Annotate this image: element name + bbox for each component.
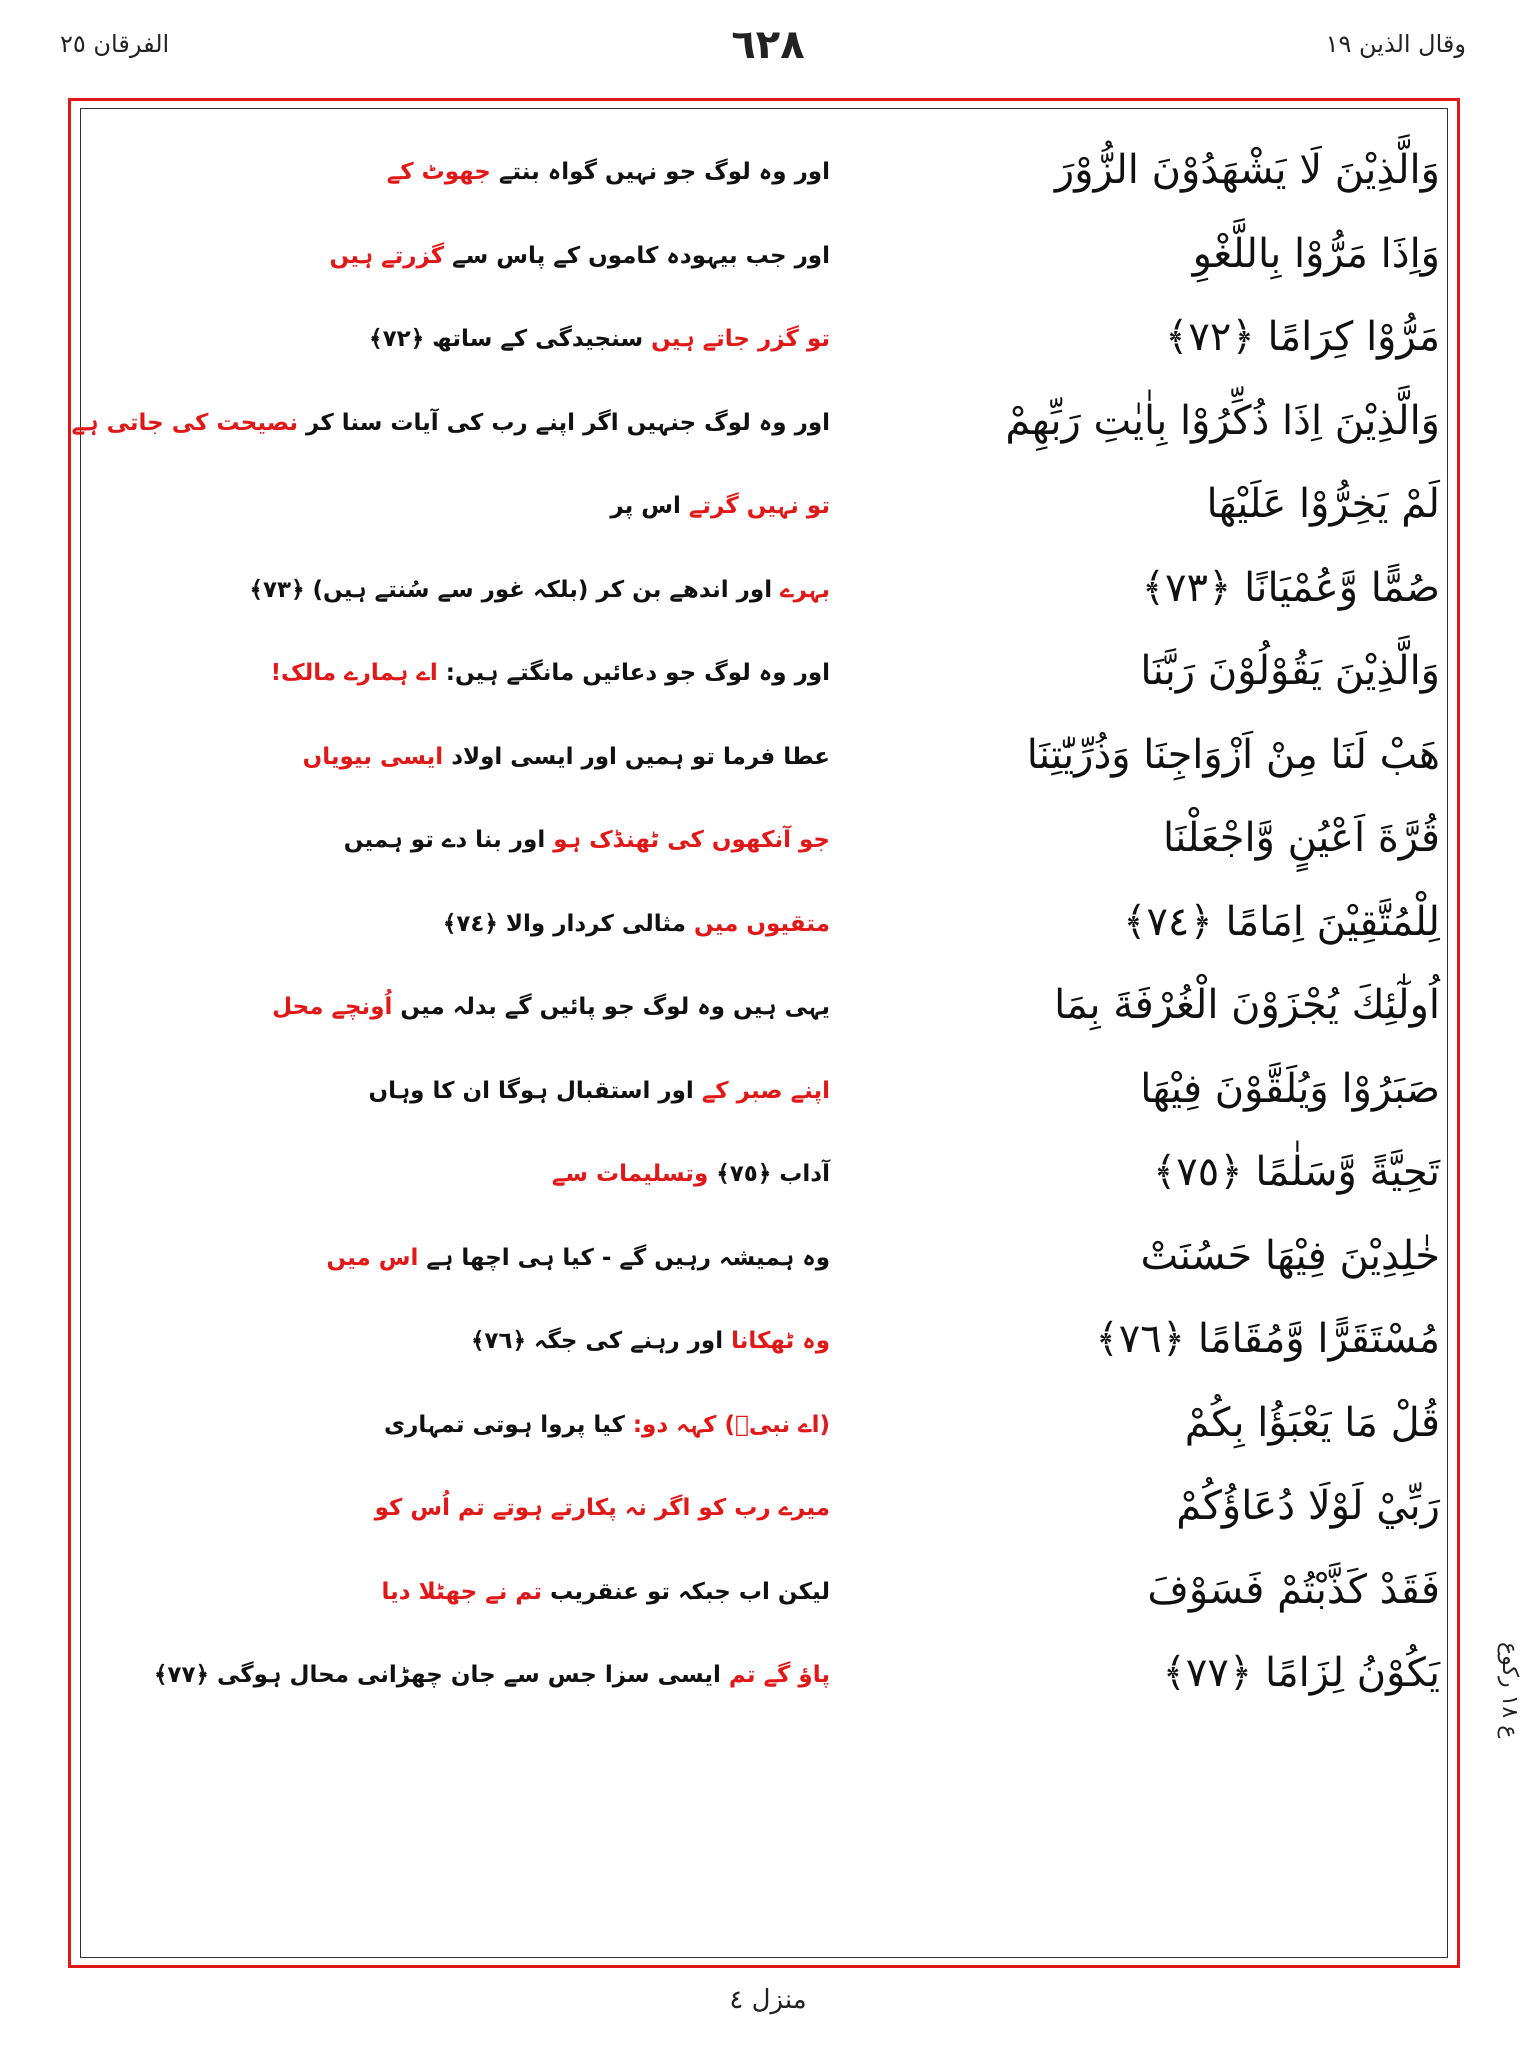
urdu-highlight: تو نہیں گرتے [688,493,830,519]
verse-row [100,1059,1440,1143]
arabic-text: رَبِّيْ لَوْلَا دُعَاؤُكُمْ [1176,1483,1440,1529]
arabic-text: وَاِذَا مَرُّوْا بِاللَّغْوِ [1192,230,1440,277]
arabic-text: قُرَّةَ اَعْيُنٍ وَّاجْعَلْنَا [1162,815,1440,861]
page-number: ٦٢٨ [731,22,805,68]
urdu-highlight: جو آنکھوں کی ٹھنڈک ہو [553,827,830,853]
verse-row [100,1142,1440,1226]
urdu-text: یہی ہیں وہ لوگ جو پائیں گے بدلہ میں [400,994,830,1020]
urdu-text: اور رہنے کی جگہ ﴿٧٦﴾ [470,1328,724,1354]
urdu-translation [153,1653,830,1697]
arabic-text: تَحِيَّةً وَّسَلٰمًا ﴿٧٥﴾ [1152,1149,1440,1195]
urdu-text: اور بنا دے تو ہمیں [343,827,546,853]
verse-row [100,892,1440,976]
urdu-translation [210,1570,830,1614]
arabic-text: مَرُّوْا كِرَامًا ﴿٧٢﴾ [1164,314,1440,360]
urdu-text: سنجیدگی کے ساتھ ﴿٧٢﴾ [369,326,644,352]
urdu-highlight: اُونچے محل [272,994,393,1020]
urdu-text: کیا پروا ہوتی تمہاری [384,1411,625,1438]
arabic-text: صَبَرُوْا وَيُلَقَّوْنَ فِيْهَا [1140,1065,1440,1112]
urdu-highlight: نصیحت کی جاتی ہے [71,409,299,436]
urdu-highlight: اپنے صبر کے [701,1077,830,1104]
urdu-translation [210,902,830,946]
urdu-translation [210,1152,830,1196]
urdu-highlight: بہرے [780,576,830,603]
urdu-text: اور وہ لوگ جو نہیں گواہ بنتے [498,159,830,185]
manzil-footer: منزل ٤ [729,1985,807,2015]
urdu-translation [210,651,830,695]
arabic-text: لَمْ يَخِرُّوْا عَلَيْهَا [1206,481,1440,527]
arabic-text: وَالَّذِيْنَ اِذَا ذُكِّرُوْا بِاٰيٰتِ رَبِّهِمْ [1005,397,1440,444]
urdu-translation [210,317,830,361]
arabic-text: لِلْمُتَّقِيْنَ اِمَامًا ﴿٧٤﴾ [1123,898,1440,945]
verse-row [100,1309,1440,1393]
verse-row [100,474,1440,558]
urdu-text: اس پر [610,493,681,519]
verse-row [100,1560,1440,1644]
arabic-text: قُلْ مَا يَعْبَؤُا بِكُمْ [1184,1399,1440,1446]
urdu-highlight: وہ ٹھکانا [731,1328,830,1354]
verse-row [100,558,1440,642]
urdu-text: عطا فرما تو ہمیں اور ایسی اولاد [451,743,830,770]
urdu-text: اور اندھے بن کر (بلکہ غور سے سُنتے ہیں) ﴿٧٣﴾ [249,576,773,603]
urdu-translation [210,1069,830,1113]
verse-row [100,307,1440,391]
verse-rows [71,140,1440,1727]
urdu-highlight: اس میں [326,1244,419,1271]
urdu-highlight: متقیوں میں [694,910,830,937]
urdu-highlight: میرے رب کو اگر نہ پکارتے ہوتے تم اُس کو [374,1495,830,1521]
urdu-translation [210,484,830,528]
urdu-text: وہ ہمیشہ رہیں گے - کیا ہی اچھا ہے [426,1244,830,1271]
urdu-highlight: تو گزر جاتے ہیں [651,326,830,352]
urdu-text: آداب ﴿٧٥﴾ [716,1161,830,1187]
urdu-translation [210,150,830,194]
urdu-highlight: (اے نبیؐ) کہہ دو: [632,1411,830,1438]
arabic-text: وَالَّذِيْنَ لَا يَشْهَدُوْنَ الزُّوْرَ [1054,147,1440,193]
urdu-text: اور استقبال ہوگا ان کا وہاں [368,1077,694,1104]
urdu-translation [210,985,830,1029]
arabic-text: يَكُوْنُ لِزَامًا ﴿٧٧﴾ [1162,1650,1440,1696]
urdu-translation [210,1403,830,1447]
urdu-translation [210,735,830,779]
urdu-highlight: پاؤ گے تم [728,1662,830,1688]
urdu-translation [71,401,830,445]
urdu-text: ایسی سزا جس سے جان چھڑانی محال ہوگی ﴿٧٧﴾ [153,1662,721,1688]
verse-row [100,1226,1440,1310]
verse-row [100,1643,1440,1727]
urdu-translation [210,1236,830,1280]
urdu-translation [210,1319,830,1363]
arabic-text: مُسْتَقَرًّا وَّمُقَامًا ﴿٧٦﴾ [1095,1316,1440,1362]
arabic-text: فَقَدْ كَذَّبْتُمْ فَسَوْفَ [1147,1566,1440,1613]
verse-row [100,641,1440,725]
urdu-highlight: اے ہمارے مالک! [270,660,438,686]
header-surah-name: الفرقان ٢٥ [60,30,170,58]
verse-row [100,224,1440,308]
urdu-translation [210,1486,830,1530]
verse-row [100,140,1440,224]
arabic-text: هَبْ لَنَا مِنْ اَزْوَاجِنَا وَذُرِّيّٰتِنَا [1026,731,1440,778]
urdu-translation [210,234,830,278]
verse-row [100,808,1440,892]
urdu-highlight: تم نے جھٹلا دیا [381,1578,543,1605]
urdu-translation [210,568,830,612]
verse-row [71,391,1440,475]
urdu-highlight: جھوٹ کے [386,159,491,185]
arabic-text: خٰلِدِيْنَ فِيْهَا حَسُنَتْ [1140,1232,1440,1279]
verse-row [100,975,1440,1059]
header-surah-part: وقال الذين ١٩ [1325,30,1466,58]
urdu-text: مثالی کردار والا ﴿٧٤﴾ [442,910,687,937]
urdu-text: اور جب بیہودہ کاموں کے پاس سے [452,242,830,269]
ruku-marker: ع ١٨ رکوع [1497,1641,1522,1739]
verse-row [100,1476,1440,1560]
urdu-highlight: ایسی بیویاں [302,743,444,770]
urdu-translation [210,818,830,862]
arabic-text: صُمًّا وَّعُمْيَانًا ﴿٧٣﴾ [1141,564,1440,611]
urdu-highlight: گزرتے ہیں [329,242,445,269]
verse-row [100,725,1440,809]
arabic-text: وَالَّذِيْنَ يَقُوْلُوْنَ رَبَّنَا [1140,648,1440,694]
verse-row [100,1393,1440,1477]
urdu-highlight: وتسلیمات سے [551,1161,709,1187]
urdu-text: اور وہ لوگ جنہیں اگر اپنے رب کی آیات سنا کر [306,409,830,436]
urdu-text: اور وہ لوگ جو دعائیں مانگتے ہیں: [445,660,830,686]
urdu-text: لیکن اب جبکہ تو عنقریب [550,1578,830,1605]
arabic-text: اُولٰٓئِكَ يُجْزَوْنَ الْغُرْفَةَ بِمَا [1054,982,1440,1028]
